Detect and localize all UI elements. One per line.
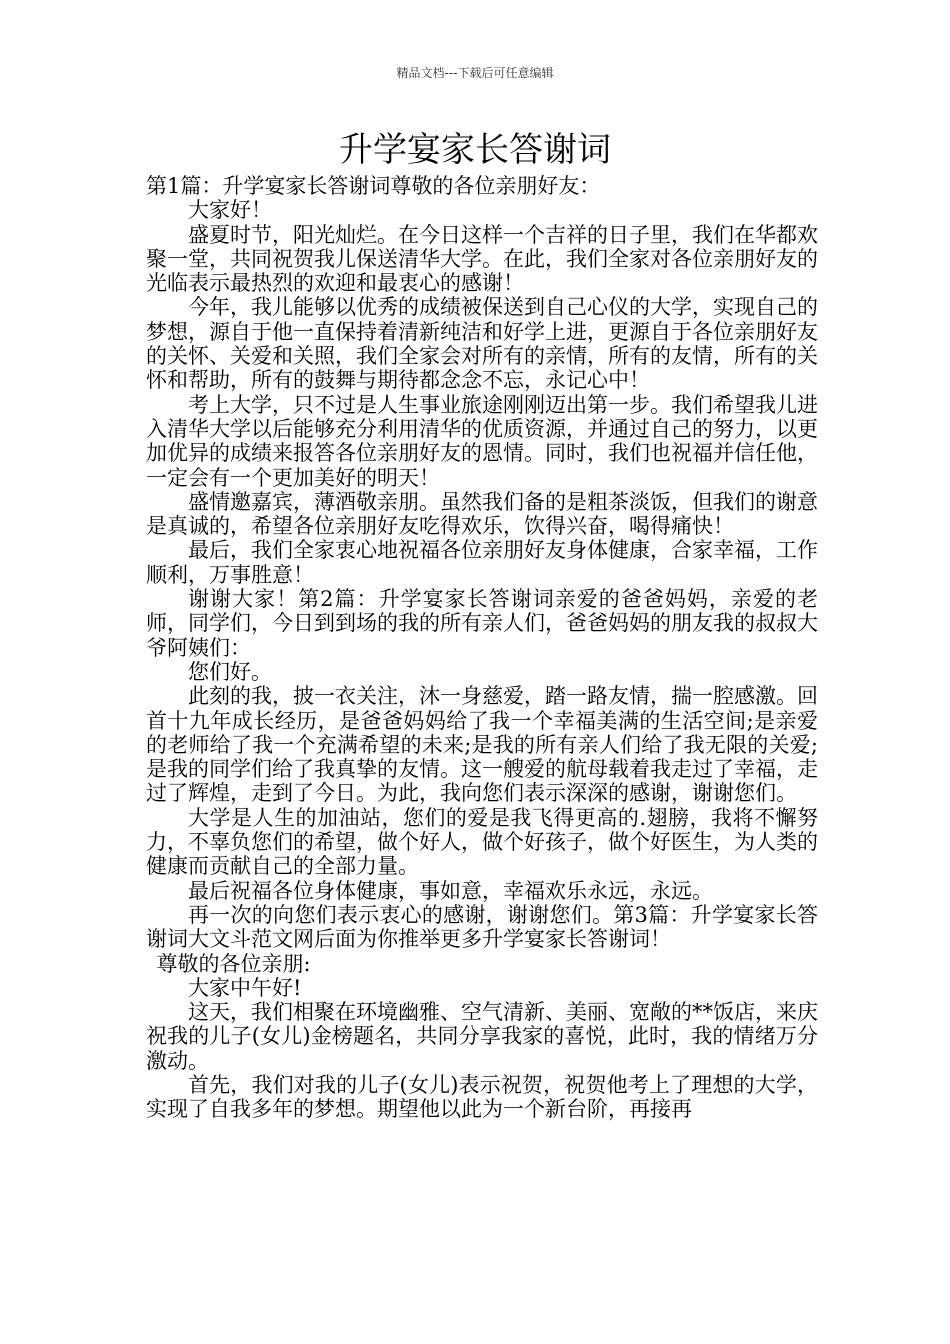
paragraph: 最后祝福各位身体健康，事如意，幸福欢乐永远，永远。 (188, 878, 713, 903)
paragraph: 今年，我儿能够以优秀的成绩被保送到自己心仪的大学，实现自己的梦想，源自于他一直保持着清新纯洁和好学上进，更源自于各位亲朋好友的关怀、关爱和关照，我们全家会对所有的亲情，所有的友情，所有的关怀和帮助，所有的鼓舞与期待都念念不忘，永记心中！ (146, 295, 818, 393)
paragraph: 大学是人生的加油站，您们的爱是我飞得更高的.翅膀，我将不懈努力，不辜负您们的希望，做个好人，做个好孩子，做个好医生，为人类的健康而贡献自己的全部力量。 (146, 805, 818, 879)
paragraph: 首先，我们对我的儿子(女儿)表示祝贺，祝贺他考上了理想的大学，实现了自我多年的梦想。期望他以此为一个新台阶，再接再 (146, 1072, 818, 1122)
page-header: 精品文档---下载后可任意编辑 (396, 66, 554, 80)
paragraph: 盛情邀嘉宾，薄酒敬亲朋。虽然我们备的是粗茶淡饭，但我们的谢意是真诚的，希望各位亲朋好友吃得欢乐，饮得兴奋，喝得痛快！ (146, 489, 818, 539)
paragraph: 大家好！ (188, 198, 272, 223)
paragraph: 再一次的向您们表示衷心的感谢，谢谢您们。第3篇：升学宴家长答谢词大文斗范文网后面为你推举更多升学宴家长答谢词！ (146, 902, 818, 952)
paragraph: 盛夏时节，阳光灿烂。在今日这样一个吉祥的日子里，我们在华都欢聚一堂，共同祝贺我儿保送清华大学。在此，我们全家对各位亲朋好友的光临表示最热烈的欢迎和最衷心的感谢！ (146, 222, 818, 296)
paragraph: 这天，我们相聚在环境幽雅、空气清新、美丽、宽敞的**饭店，来庆祝我的儿子(女儿)金榜题名，共同分享我家的喜悦，此时，我的情绪万分激动。 (146, 1000, 818, 1073)
paragraph: 谢谢大家！第2篇：升学宴家长答谢词亲爱的爸爸妈妈，亲爱的老师，同学们，今日到到场的我的所有亲人们，爸爸妈妈的朋友我的叔叔大爷阿姨们： (146, 587, 818, 660)
paragraph: 考上大学，只不过是人生事业旅途刚刚迈出第一步。我们希望我儿进入清华大学以后能够充分利用清华的优质资源，并通过自己的努力，以更加优异的成绩来报答各位亲朋好友的恩情。同时，我们也祝福并信任他，一定会有一个更加美好的明天！ (146, 392, 818, 490)
paragraph: 最后，我们全家衷心地祝福各位亲朋好友身体健康，合家幸福，工作顺利，万事胜意！ (146, 538, 818, 587)
paragraph: 您们好。 (188, 659, 272, 684)
paragraph: 大家中午好! (188, 975, 302, 1000)
paragraph: 第1篇：升学宴家长答谢词尊敬的各位亲朋好友： (146, 174, 601, 198)
document-body (146, 174, 818, 1122)
document-title: 升学宴家长答谢词 (339, 130, 611, 170)
paragraph: 此刻的我，披一衣关注，沐一身慈爱，踏一路友情，揣一腔感激。回首十九年成长经历，是爸爸妈妈给了我一个幸福美满的生活空间;是亲爱的老师给了我一个充满希望的未来;是我的所有亲人们给了我无限的关爱;是我的同学们给了我真挚的友情。这一艘爱的航母载着我走过了幸福，走过了辉煌，走到了今日。为此，我向您们表示深深的感谢，谢谢您们。 (146, 684, 818, 806)
paragraph: 尊敬的各位亲朋: (156, 951, 311, 976)
